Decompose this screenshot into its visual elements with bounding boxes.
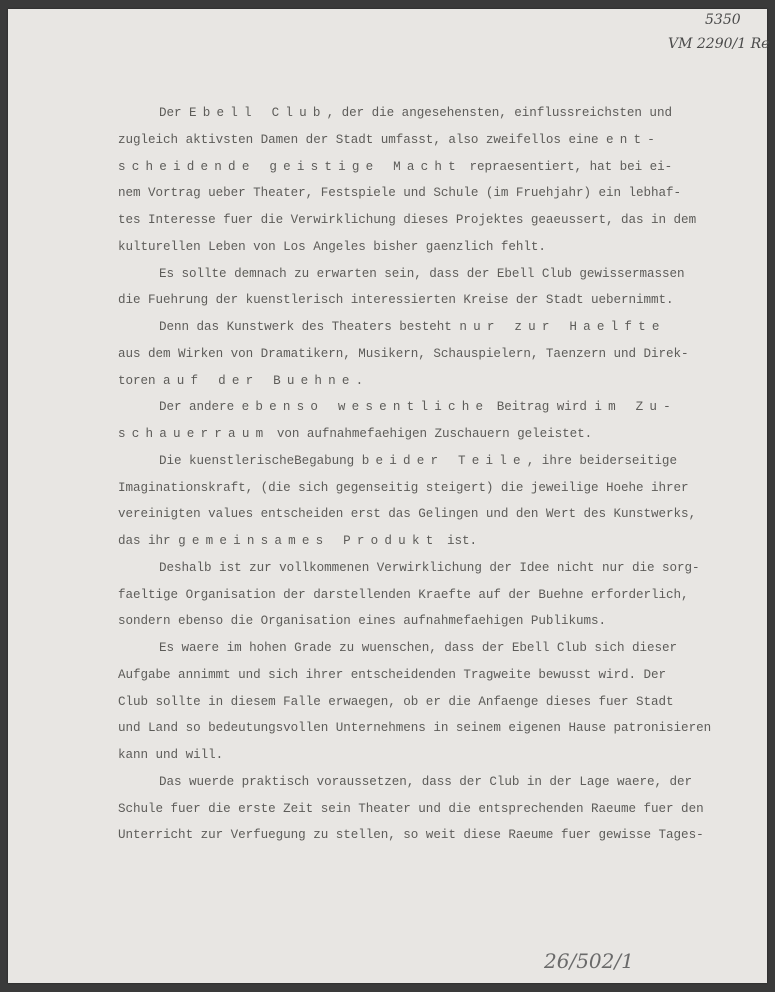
text-line	[118, 234, 758, 261]
text-line	[118, 421, 758, 448]
text-run: tes Interesse fuer die Verwirklichung dieses Projektes geaeussert, das in dem	[118, 213, 697, 227]
text-run: ist.	[439, 534, 478, 548]
text-line	[118, 555, 758, 582]
text-line	[118, 314, 758, 341]
text-line	[118, 261, 758, 288]
typewritten-text-body	[118, 100, 758, 849]
text-line	[118, 662, 758, 689]
archive-reference-annotation: VM 2290/1 Re	[668, 36, 770, 52]
spaced-emphasis-text: ebenso wesentliche	[241, 400, 490, 415]
text-run: zugleich aktivsten Damen der Stadt umfasst, also zweifellos eine	[118, 132, 606, 147]
text-run: kulturellen Leben von Los Angeles bisher gaenzlich fehlt.	[118, 239, 546, 254]
text-run: aus dem Wirken von Dramatikern, Musikern, Schauspielern, Taenzern und Direk-	[118, 346, 689, 361]
spaced-emphasis-text: schauerraum	[118, 427, 270, 441]
text-run: Deshalb ist zur vollkommenen Verwirklichung der Idee nicht nur die sorg-	[159, 560, 700, 575]
spaced-emphasis-text: im Zu-	[594, 400, 677, 415]
spaced-emphasis-text: auf der Buehne.	[163, 373, 370, 388]
spaced-emphasis-text: scheidende geistige Macht	[118, 159, 462, 174]
text-line	[118, 742, 758, 769]
text-line	[118, 368, 758, 395]
text-run: Schule fuer die erste Zeit sein Theater und die entsprechenden Raeume fuer den	[118, 801, 704, 816]
text-line	[118, 528, 758, 555]
text-line	[118, 796, 758, 823]
spaced-emphasis-text: nur zur Haelfte	[459, 320, 666, 334]
archive-number-annotation: 5350	[705, 12, 741, 28]
text-line	[118, 448, 758, 475]
text-line	[118, 608, 758, 635]
text-line	[118, 501, 758, 528]
spaced-emphasis-text: ent-	[606, 132, 662, 147]
text-run: Denn das Kunstwerk des Theaters besteht	[159, 320, 460, 334]
text-run: Es sollte demnach zu erwarten sein, dass der Ebell Club gewissermassen	[159, 266, 685, 281]
text-line	[118, 689, 758, 716]
text-line	[118, 475, 758, 502]
text-line	[118, 341, 758, 368]
text-line	[118, 287, 758, 314]
text-run: Das wuerde praktisch voraussetzen, dass der Club in der Lage waere, der	[159, 774, 693, 789]
text-line	[118, 154, 758, 181]
text-line	[118, 769, 758, 796]
text-line	[118, 394, 758, 421]
spaced-emphasis-text: Ebell Club	[189, 106, 327, 120]
page-reference-annotation: 26/502/1	[544, 949, 634, 973]
text-run: Der andere	[159, 400, 242, 415]
text-line	[118, 100, 758, 127]
text-run: Aufgabe annimmt und sich ihrer entscheidenden Tragweite bewusst wird. Der	[118, 667, 667, 682]
spaced-emphasis-text: beider Teile	[361, 453, 527, 468]
text-run: , ihre beiderseitige	[526, 453, 677, 468]
text-line	[118, 582, 758, 609]
text-run: repraesentiert, hat bei ei-	[461, 159, 673, 174]
text-run: Die kuenstlerischeBegabung	[159, 453, 362, 468]
text-line	[118, 715, 758, 742]
text-run: Beitrag wird	[489, 400, 595, 415]
text-run: und Land so bedeutungsvollen Unternehmens in seinem eigenen Hause patronisieren	[118, 721, 712, 736]
text-run: faeltige Organisation der darstellenden Kraefte auf der Buehne erforderlich,	[118, 587, 689, 602]
document-page	[8, 9, 770, 983]
text-run: vereinigten values entscheiden erst das Gelingen und den Wert des Kunstwerks,	[118, 507, 697, 522]
text-run: toren	[118, 373, 164, 388]
text-line	[118, 207, 758, 234]
text-run: die Fuehrung der kuenstlerisch interessierten Kreise der Stadt uebernimmt.	[118, 293, 674, 308]
spaced-emphasis-text: gemeinsames Produkt	[178, 534, 440, 548]
text-run: Club sollte in diesem Falle erwaegen, ob er die Anfaenge dieses fuer Stadt	[118, 694, 674, 709]
text-line	[118, 635, 758, 662]
text-line	[118, 180, 758, 207]
text-run: nem Vortrag ueber Theater, Festspiele und Schule (im Fruehjahr) ein lebhaf-	[118, 186, 682, 201]
text-line	[118, 822, 758, 849]
text-run: , der die angesehensten, einflussreichsten und	[326, 106, 672, 120]
text-run: das ihr	[118, 534, 179, 548]
text-run: sondern ebenso die Organisation eines aufnahmefaehigen Publikums.	[118, 614, 606, 629]
text-run: Der	[159, 106, 190, 120]
text-run: Unterricht zur Verfuegung zu stellen, so weit diese Raeume fuer gewisse Tages-	[118, 828, 704, 843]
text-line	[118, 127, 758, 154]
text-run: kann und will.	[118, 748, 224, 762]
text-run: Es waere im hohen Grade zu wuenschen, dass der Ebell Club sich dieser	[159, 641, 678, 655]
text-run: Imaginationskraft, (die sich gegenseitig steigert) die jeweilige Hoehe ihrer	[118, 480, 689, 495]
text-run: von aufnahmefaehigen Zuschauern geleistet.	[269, 427, 593, 441]
